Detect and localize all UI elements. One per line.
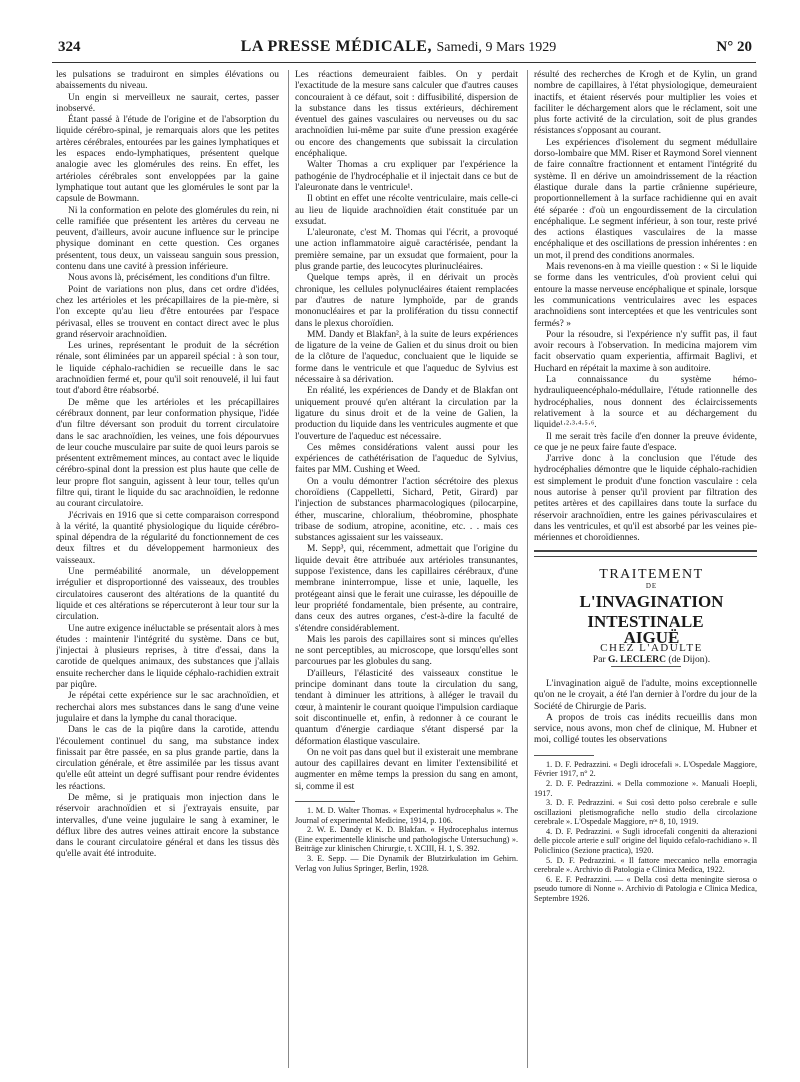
paragraph: L'invagination aiguë de l'adulte, moins exceptionnelle qu'on ne le croyait, a été l'an dernier à l'ordre du jour de la Société de Chirurgie de Paris. [534,678,757,712]
column-2-body [295,70,518,793]
paragraph: Point de variations non plus, dans cet ordre d'idées, chez les artérioles et les précapillaires de la pie-mère, si l'on excepte qu'au lieu d'être entourées par l'espace périvasal, elles se trouvent en contact direct avec le plus grand réservoir arachnoïdien. [56,284,279,340]
paragraph: Ces mêmes considérations valent aussi pour les expériences de cathétérisation de l'aqueduc de Sylvius, faites par MM. Cushing et Weed. [295,442,518,476]
article-body [534,679,757,747]
paragraph: Les réactions demeuraient faibles. On y perdait l'exactitude de la mesure sans calculer que d'autres causes concouraient à ce défaut, soit : diffusibilité, dispersion de la substance dans les tissus extérieurs, déchirement éventuel des gaines vasculaires ou nerveuses ou du sac arachnoïdien lui-même par suite d'une pression exagérée ou encore des changements que subissait la circulation encéphalique. [295,70,518,160]
footnote-separator [295,801,355,802]
article-kicker: TRAITEMENT [599,567,704,583]
paragraph: résulté des recherches de Krogh et de Kylin, un grand nombre de capillaires, à l'état physiologique, demeuraient inactifs, et étaient réservés pour multiplier les voies et faciliter le déchargement alors que le réclament, soit une plus forte activité de la circulation, soit de plus grandes résistances s'opposant au courant. [534,70,757,137]
article-heading [534,569,757,666]
article-subtitle: CHEZ L'ADULTE [600,642,703,655]
footnote: 5. D. F. Pedrazzini. « Il fattore meccanico nella emorragia cerebrale ». Archivio di Patologia e Clinica Medica, 1922. [534,855,757,875]
paragraph: Je répétai cette expérience sur le sac arachnoïdien, et recherchai alors mes substances dans le sang d'une veine jugulaire et dans la lymphe du canal thoracique. [56,691,279,724]
header-rule [52,62,756,63]
paragraph: Mais les parois des capillaires sont si minces qu'elles ne sont perceptibles, au microscope, que lorsqu'elles sont parcourues par les globules du sang. [295,634,518,668]
byline-prefix: Par [592,654,606,665]
journal-title [241,38,557,56]
footnote-separator [534,755,594,756]
article-separator [534,556,757,557]
paragraph: Pour la résoudre, si l'expérience n'y suffit pas, il faut avoir recours à l'observation. In medicina majorem vim facit observatio quam experientia, affirmait Baglivi, et Huchard en répétait la maxime à son auditoire. [534,329,757,374]
article-byline [534,655,757,666]
paragraph: On a voulu démontrer l'action sécrétoire des plexus choroïdiens (Cappelletti, Sichard, Petit, Girard) par l'injection de substances pharmacologiques (pilocarpine, éther, muscarine, chloralium, théobromine, phosphate tribase de sodium, atropine, aconitine, etc. . . mais ces substances agissaient sur les vaisseaux. [295,476,518,544]
article-de: DE [645,581,658,590]
column-2 [295,70,518,1070]
author-name: G. LECLERC [607,654,667,665]
page-header [58,38,752,64]
paragraph: MM. Dandy et Blakfan², à la suite de leurs expériences de ligature de la veine de Galien et du sinus droit ou bien de la clôture de l'aqueduc, concluaient que le liquide se forme dans le ventricule et que l'aqueduc de Sylvius est nécessaire à sa dérivation. [295,329,518,386]
footnote: 3. E. Sepp. — Die Dynamik der Blutzirkulation im Gehirn. Verlag von Julius Springer, Berlin, 1928. [295,853,518,873]
footnote: 1. D. F. Pedrazzini. « Degli idrocefali ». L'Ospedale Maggiore, Février 1917, n° 2. [534,759,757,779]
paragraph: Mais revenons-en à ma vieille question : « Si le liquide se forme dans les ventricules, d'où provient celui qui entoure la masse nerveuse encéphalique et spinale, lorsque les communications ventriculaires avec les espaces arachnoïdiens sont interceptées et que les ventricules sont fermés? » [534,262,757,329]
column-divider [288,70,289,1068]
paragraph: Étant passé à l'étude de l'origine et de l'absorption du liquide cérébro-spinal, je remarquais alors que les petites artères cérébrales, entourées par les gaines lymphatiques et les espaces endo-lymphatiques, présentent quelque analogie avec les glomérules des reins. En effet, les artérioles cérébrales sont enveloppées par la gaine lymphatique tout autant que les glomérules le sont par la capsule de Bowmann. [56,115,279,205]
footnote: 4. D. F. Pedrazzini. « Sugli idrocefali congeniti da alterazioni delle piccole arterie e sull' origine del liquido cefalo-rachidiano ». Il Policlinico (Sezione practica), 1920. [534,826,757,856]
paragraph: Quelque temps après, il en dérivait un procès chronique, les cellules polynucléaires étaient remplacées par d'autres de nature lymphoïde, par de grands mononucléaires et par la prolifération du tissu connectif dans le plexus choroïdien. [295,273,518,329]
paragraph: D'ailleurs, l'élasticité des vaisseaux constitue le principe dominant dans toute la circulation du sang, tendant à diminuer les attritions, à alléger le travail du cœur, à maintenir le courant quoique l'impulsion cardiaque soit discontinuelle et, enfin, à redonner à ce courant le quantum d'énergie cardiaque s'étant dispersé par la déformation élastique vasculaire. [295,668,518,747]
journal-name: LA PRESSE MÉDICALE, [240,38,432,55]
paragraph: On ne voit pas dans quel but il existerait une membrane autour des capillaires devant en limiter l'extensibilité et augmenter en même temps la pression du sang en amont, si, comme il est [295,747,518,792]
column-divider [527,70,528,1068]
paragraph: En réalité, les expériences de Dandy et de Blakfan ont uniquement prouvé qu'en altérant la circulation par la ligature du sinus droit et de la veine de Galien, la production du liquide dans les ventricules augmente et que l'ouverture de l'aqueduc est nécessaire. [295,386,518,442]
paragraph: A propos de trois cas inédits recueillis dans mon service, nous avons, mon chef de clinique, M. Hubner et moi, colligé toutes les observations [534,712,757,746]
paragraph: Walter Thomas a cru expliquer par l'expérience la pathogénie de l'hydrocéphalie et il injectait dans ce but de l'aleuronate dans le ventricule¹. [295,160,518,193]
paragraph: Les urines, représentant le produit de la sécrétion rénale, sont éliminées par un appareil spécial : à son tour, le liquide céphalo-rachidien se recueille dans le sac arachnoïdien fermé et, pour qu'il soit renouvelé, il lui faut tout d'abord être réabsorbé. [56,341,279,397]
paragraph: Il me serait très facile d'en donner la preuve évidente, ce que je ne peux faire faute d'espace. [534,431,757,453]
column-1 [56,70,279,1070]
paragraph: J'arrive donc à la conclusion que l'étude des hydrocéphalies démontre que le liquide céphalo-rachidien est simplement le produit d'une fonction vasculaire : cela nous autorise à penser qu'il provient par filtration des petites artères et des capillaires dans toute la surface du réservoir arachnoïdien, entre les gaines périvasculaires et dans les ventricules, et qu'il est absorbé par les veines pie-mériennes et choroïdiennes. [534,454,757,544]
byline-rule [611,666,681,667]
paragraph: Il obtint en effet une récolte ventriculaire, mais celle-ci au lieu de liquide arachnoïdien était constituée par un exsudat. [295,194,518,227]
footnote: 1. M. D. Walter Thomas. « Experimental hydrocephalus ». The Journal of experimental Medicine, 1914, p. 106. [295,806,518,825]
footnote: 2. W. E. Dandy et K. D. Blakfan. « Hydrocephalus internus (Eine experimentelle klinische und pathologische Untersuchung) ». Beiträge zur klinischen Chirurgie, t. XCIII, H. 1, S. 392. [295,825,518,854]
byline-suffix: (de Dijon). [668,654,711,665]
footnote: 6. E. F. Pedrazzini. — « Della così detta meningite sierosa o pseudo tumore di Nonne ». Archivio di Patologia e Clinica Medica, Septembre 1926. [534,874,757,904]
paragraph: Un engin si merveilleux ne saurait, certes, passer inobservé. [56,92,279,114]
paragraph: Une autre exigence inéluctable se présentait alors à mes études : maintenir l'intégrité du système. Dans ce but, j'injectai à plusieurs reprises, à titre d'essai, dans la carotide de quelques animaux, des substances que j'allais ensuite rechercher dans le liquide céphalo-rachidien extrait par piqûre. [56,623,279,691]
paragraph: Dans le cas de la piqûre dans la carotide, attendu l'écoulement continuel du sang, ma substance index finissait par être passée, en sa plus grande partie, dans la circulation générale, et être assimilée par les tissus avant qu'elle eût atteint un degré suffisant pour rendre évidentes les réactions. [56,725,279,792]
paragraph: De même, si je pratiquais mon injection dans le réservoir arachnoïdien et si j'extrayais ensuite, par intervalles, d'une veine jugulaire le sang à examiner, le déflux libre des autres veines attirait encore la substance dans le courant circulatoire général et dans les tissus dès qu'elle avait été introduite. [56,793,279,860]
paragraph: Une perméabilité anormale, un développement irrégulier et disproportionné des vaisseaux, des troubles circulatoires causeront des altérations de la quantité du liquide et ces altérations se répercuteront à leur tour sur la circulation. [56,567,279,623]
issue-date: Samedi, 9 Mars 1929 [436,40,557,55]
footnote: 3. D. F. Pedrazzini. « Sui così detto polso cerebrale e sulle oscillazioni pletismografiche nello studio della circolazione cerebrale ». L'Ospedale Maggiore, nᵒˢ 8, 10, 1919. [534,798,757,827]
column-2-footnotes [295,806,518,873]
paragraph: Nous avons là, précisément, les conditions d'un filtre. [68,273,270,284]
column-3-body [534,70,757,544]
column-3-footnotes [534,760,757,904]
paragraph: La connaissance du système hémo-hydrauliqueencéphalo-médullaire, l'étude rationnelle des hydrocéphalies, nous donnent des éclaircissements relativement à la source et au déchargement du liquide¹·²·³·⁴·⁵·⁶. [534,375,757,431]
paragraph: M. Sepp³, qui, récemment, admettait que l'origine du liquide devait être attribuée aux artérioles transunantes, suppose l'existence, dans les capillaires cérébraux, d'une membrane ininterrompue, lisse et unie, laquelle, les protégeant ainsi que le ferait une cuirasse, les dépouille de leur propriété fondamentale, bien présente, au contraire, dans ceux des autres organes, c'est-à-dire la faculté de s'étendre considérablement. [295,544,518,634]
footnote: 2. D. F. Pedrazzini. « Della commozione ». Manuali Hoepli, 1917. [534,778,757,798]
article-separator [534,550,757,552]
paragraph: L'aleuronate, c'est M. Thomas qui l'écrit, a provoqué une action inflammatoire aiguë caractérisée, pendant la première semaine, par un exsudat que formaient, pour la plus grande partie, des leucocytes plurinucléaires. [295,228,518,273]
paragraph: J'écrivais en 1916 que si cette comparaison correspond à la vérité, la quantité physiologique du liquide cérébro-spinal dépendra de la régularité du fonctionnement de ces deux filtres et du développement harmonieux des vaisseaux. [56,510,279,566]
paragraph: Les expériences d'isolement du segment médullaire dorso-lombaire que MM. Riser et Raymond Sorel viennent de faire connaître fractionnent et entament l'intégrité du système. Il en dérive un amoindrissement de la réaction élastique durale dans la partie crânienne supérieure, proportionnellement à la surface rachidienne qui en avait été séparée : d'où un engourdissement de la circulation encéphalique. Le segment inférieur, à son tour, reste privé des actions élastiques vasculaires de la masse encéphalique et des oscillations de pression inhérentes : en un mot, il prend des conditions anormales. [534,137,757,261]
paragraph: De même que les artérioles et les précapillaires cérébraux donnent, par leur conformation physique, l'idée d'un filtre déversant son produit du torrent circulatoire dans le sac arachnoïdien, les veines, une fois dépourvues de leur couche musculaire par suite de quoi leurs parois se présentent extrêmement minces, au contact avec le liquide cérébro-spinal dont la pression est plus haute que celle de leur propre flot sanguin, agissent à leur tour, telles qu'un filtre qui, tirant le liquide du sac arachnoïdien, le redonne au courant circulatoire. [56,397,279,510]
article-title-line2: AIGUË [623,628,680,648]
paragraph: les pulsations se traduiront en simples élévations ou abaissements du niveau. [56,70,279,92]
article-title: L'INVAGINATION INTESTINALE [579,592,724,632]
column-3 [534,70,757,1070]
issue-number: N° 20 [716,39,752,55]
paragraph: Ni la conformation en pelote des glomérules du rein, ni celle ramifiée que présentent les artères du cerveau ne peuvent, d'ailleurs, avoir aucune influence sur le principe physique dominant en cette question. Ces organes présentent, tous deux, un vaisseau sanguin sous pression, contenu dans une cavité à pression inférieure. [56,205,279,273]
page-number: 324 [58,39,81,55]
